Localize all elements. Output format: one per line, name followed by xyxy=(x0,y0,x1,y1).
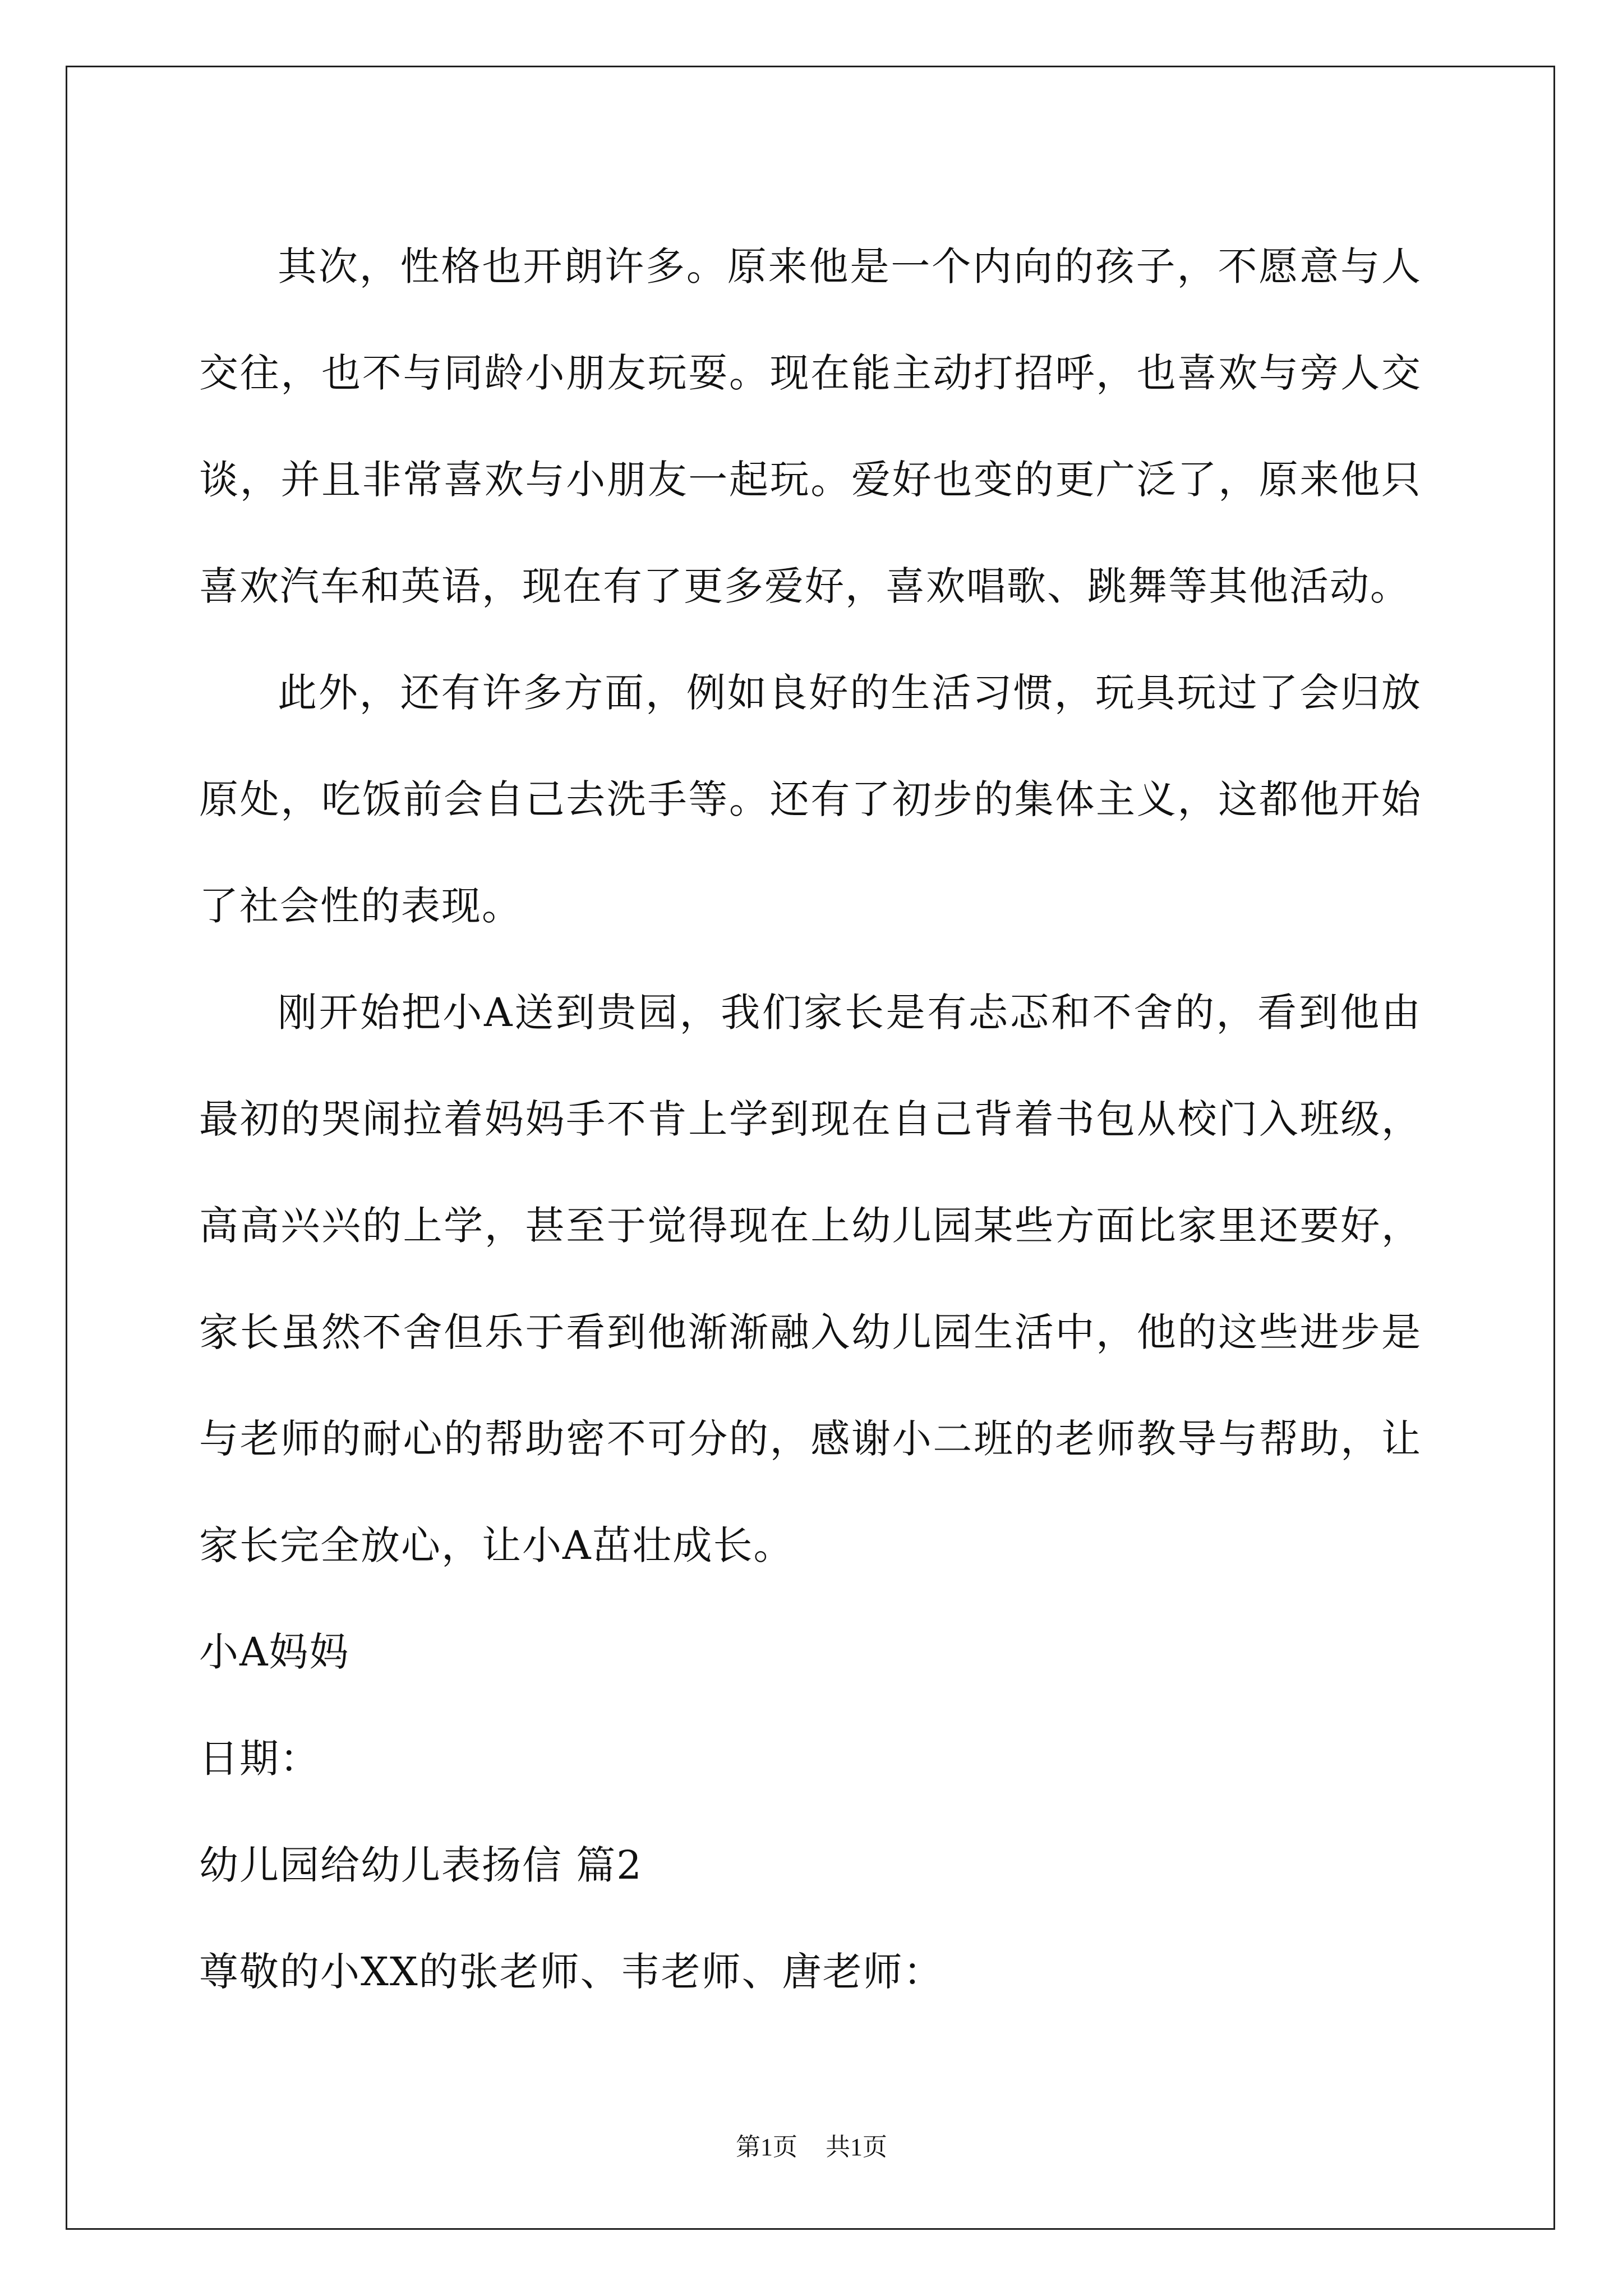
page-footer xyxy=(0,2131,1623,2164)
section-title: 幼儿园给幼儿表扬信 篇2 xyxy=(199,1842,643,1888)
paragraph-thanks: 刚开始把小A送到贵园，我们家长是有忐忑和不舍的，看到他由最初的哭闹拉着妈妈手不肯上学到现在自己背着书包从校门入班级，高高兴兴的上学，甚至于觉得现在上幼儿园某些方面比家里还要好，家长虽然不舍但乐于看到他渐渐融入幼儿园生活中，他的这些进步是与老师的耐心的帮助密不可分的，感谢小二班的老师教导与帮助，让家长完全放心，让小A茁壮成长。 xyxy=(199,990,1422,1568)
signature: 小A妈妈 xyxy=(199,1629,350,1675)
document-body xyxy=(199,213,1422,2025)
paragraph-habits: 此外，还有许多方面，例如良好的生活习惯，玩具玩过了会归放原处，吃饭前会自己去洗手等。还有了初步的集体主义，这都他开始了社会性的表现。 xyxy=(199,670,1422,929)
date-label: 日期： xyxy=(199,1736,320,1782)
paragraph-personality: 其次，性格也开朗许多。原来他是一个内向的孩子，不愿意与人交往，也不与同龄小朋友玩耍。现在能主动打招呼，也喜欢与旁人交谈，并且非常喜欢与小朋友一起玩。爱好也变的更广泛了，原来他只喜欢汽车和英语，现在有了更多爱好，喜欢唱歌、跳舞等其他活动。 xyxy=(199,243,1422,609)
salutation: 尊敬的小XX的张老师、韦老师、唐老师： xyxy=(199,1949,944,1995)
page-number-current: 第1页 xyxy=(736,2133,797,2161)
page-number-total: 共1页 xyxy=(826,2133,887,2161)
